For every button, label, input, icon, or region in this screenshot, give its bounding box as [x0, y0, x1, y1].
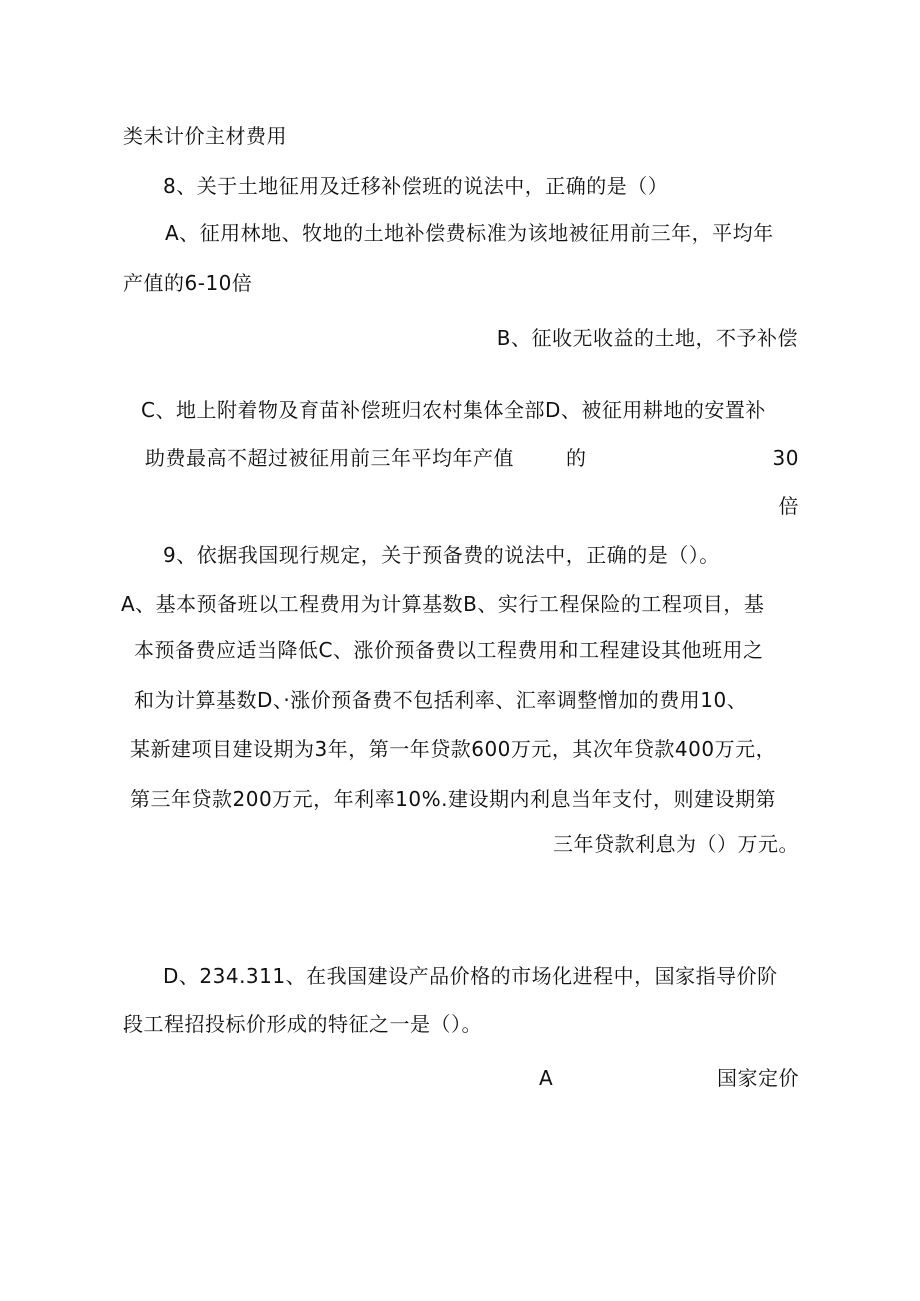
question-8-option-b: B、征收无收益的土地，不予补偿 [496, 326, 798, 350]
question-8-option-d-cont: 助费最高不超过被征用前三年平均年产值 [145, 446, 514, 470]
question-8-option-c-d: C、地上附着物及育苗补偿班归农村集体全部D、被征用耕地的安置补 [141, 398, 766, 422]
question-9-stem: 9、依据我国现行规定，关于预备费的说法中，正确的是（）。 [163, 543, 720, 567]
question-8-option-a: A、征用林地、牧地的土地补偿费标准为该地被征用前三年，平均年 [165, 221, 774, 245]
question-9-options-3: 和为计算基数D、·涨价预备费不包括利率、汇率调整憎加的费用10、 [134, 688, 748, 712]
question-8-stem: 8、关于土地征用及迁移补偿班的说法中，正确的是（） [163, 174, 669, 198]
question-11-stem-1: D、234.311、在我国建设产品价格的市场化进程中，国家指导价阶 [163, 964, 778, 988]
question-8-option-d-unit: 倍 [778, 494, 799, 518]
question-10-stem-2: 第三年贷款200万元，年利率10%.建设期内利息当年支付，则建设期第 [130, 787, 776, 811]
text-line-1: 类未计价主材费用 [123, 124, 287, 148]
question-11-option-a-text: 国家定价 [717, 1066, 799, 1090]
question-9-options-1: A、基本预备班以工程费用为计算基数B、实行工程保险的工程项目，基 [121, 592, 765, 616]
question-8-option-d-number: 30 [772, 446, 799, 470]
question-10-stem-1: 某新建项目建设期为3年，第一年贷款600万元，其次年贷款400万元， [130, 737, 777, 761]
question-9-options-2: 本预备费应适当降低C、涨价预备费以工程费用和工程建设其他班用之 [134, 638, 764, 662]
question-11-option-a-letter: A [539, 1066, 554, 1090]
question-10-stem-3: 三年贷款利息为（）万元。 [553, 832, 799, 856]
question-11-stem-2: 段工程招投标价形成的特征之一是（）。 [123, 1012, 482, 1036]
question-8-option-a-cont: 产值的6-10倍 [123, 271, 253, 295]
question-8-option-d-de: 的 [566, 446, 587, 470]
